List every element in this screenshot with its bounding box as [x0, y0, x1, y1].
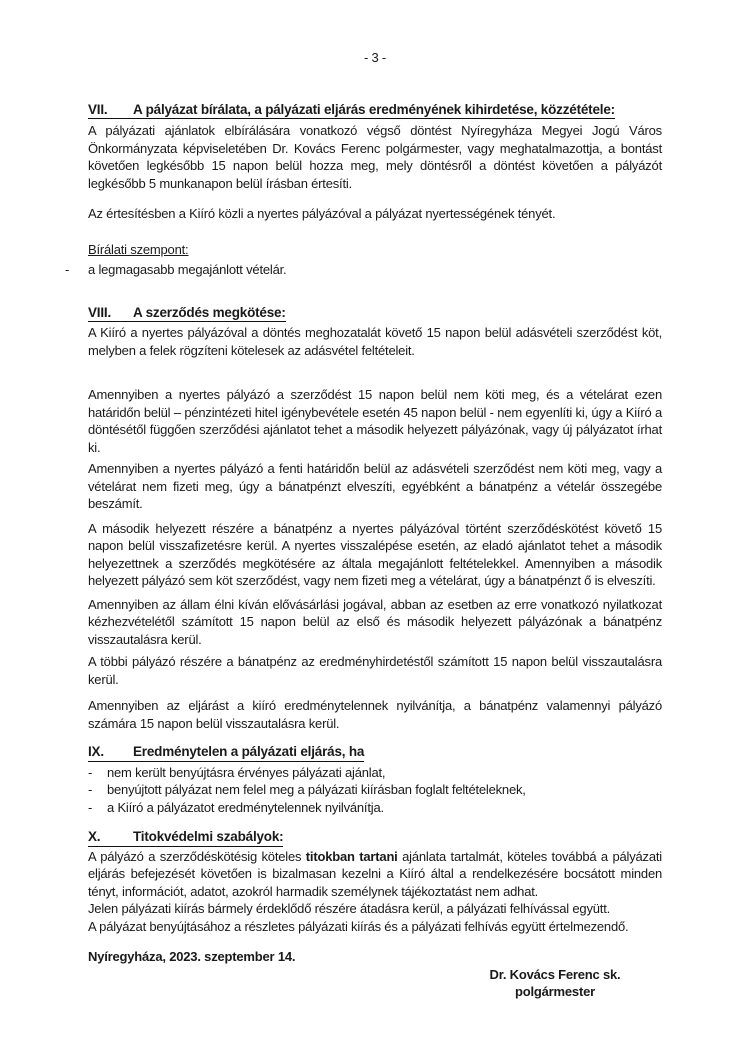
criteria-item-text: a legmagasabb megajánlott vételár.	[88, 262, 287, 277]
section-x-heading-row	[88, 828, 662, 847]
signature-block	[450, 966, 660, 1001]
dash-bullet: -	[88, 764, 93, 780]
section-viii-paragraph-3: Amennyiben a nyertes pályázó a fenti határidőn belül az adásvételi szerződést nem köti meg, vagy a vételárat nem fizeti meg, úgy a bánatpénzt elveszíti, egyébként a bánatpénz a vételár összegébe beszámít.	[88, 461, 662, 511]
list-item	[88, 764, 662, 782]
section-ix-number: IX.	[88, 744, 104, 759]
section-viii-title: A szerződés megkötése:	[133, 304, 286, 320]
list-item	[88, 799, 662, 817]
criteria-label: Bírálati szempont:	[88, 241, 189, 257]
section-ix-title: Eredménytelen a pályázati eljárás, ha	[133, 744, 365, 759]
section-ix-heading	[88, 744, 364, 762]
section-viii-number: VIII.	[88, 304, 112, 320]
section-vii-title: A pályázat bírálata, a pályázati eljárás eredményének kihirdetése, közzététele:	[133, 101, 615, 117]
section-viii-paragraph-6: A többi pályázó részére a bánatpénz az eredményhirdetéstől számított 15 napon belül visszautalásra kerül.	[88, 654, 662, 687]
section-x-paragraph-1-bold: titokban tartani	[305, 848, 398, 864]
list-item	[88, 781, 662, 799]
criteria-item	[65, 261, 662, 279]
section-vii-paragraph-2: Az értesítésben a Kiíró közli a nyertes pályázóval a pályázat nyertességének tényét.	[88, 206, 556, 221]
section-viii-paragraph-1: A Kiíró a nyertes pályázóval a döntés meghozatalát követő 15 napon belül adásvételi szerződést köt, melyben a felek rögzíteni kötelesek az adásvétel feltételeit.	[88, 325, 662, 358]
dateline: Nyíregyháza, 2023. szeptember 14.	[88, 949, 296, 964]
section-viii-paragraph-2: Amennyiben a nyertes pályázó a szerződést 15 napon belül nem köti meg, és a vételárat ezen határidőn belül – pénzintézeti hitel igénybevétele esetén 45 napon belül - nem egyenlíti ki, úgy a Kiíró a döntésétől függően szerződési ajánlatot tehet a második helyezett pályázónak, vagy új pályázatot írhat ki.	[88, 387, 662, 455]
section-x-number: X.	[88, 829, 101, 844]
section-viii-heading-row	[88, 304, 662, 323]
signature-name: Dr. Kovács Ferenc sk.	[489, 966, 621, 982]
section-vii-heading	[88, 102, 615, 120]
list-item-text: a Kiíró a pályázatot eredménytelennek nyilvánítja.	[107, 799, 384, 815]
section-vii-paragraph-1: A pályázati ajánlatok elbírálására vonatkozó végső döntést Nyíregyháza Megyei Jogú Város Önkormányzata képviseletében Dr. Kovács Ferenc polgármester, vagy meghatalmazottja, a bontást követően legkésőbb 15 napon belül hozza meg, mely döntésről a döntést követően a pályázót legkésőbb 5 munkanapon belül írásban értesíti.	[88, 123, 662, 191]
section-x-paragraph-1-before: A pályázó a szerződéskötésig köteles	[88, 848, 306, 864]
section-viii-paragraph-7: Amennyiben az eljárást a kiíró eredménytelennek nyilvánítja, a bánatpénz valamennyi pályázó számára 15 napon belül visszautalásra kerül.	[88, 698, 662, 731]
dash-bullet: -	[88, 782, 93, 797]
section-vii-heading-row	[88, 101, 662, 120]
section-x-paragraph-2: Jelen pályázati kiírás bármely érdeklődő részére átadásra kerül, a pályázati felhívással együtt.	[88, 901, 611, 916]
signature-title: polgármester	[515, 984, 595, 999]
section-ix-heading-row	[88, 743, 662, 762]
section-x-title: Titokvédelmi szabályok:	[133, 829, 284, 844]
section-x-paragraph-3: A pályázat benyújtásához a részletes pályázati kiírás és a pályázati felhívás együtt értelmezendő.	[88, 918, 629, 934]
dash-bullet: -	[65, 262, 70, 277]
list-item-text: nem került benyújtásra érvényes pályázati ajánlat,	[107, 764, 386, 780]
section-x-paragraph-1	[88, 848, 662, 901]
section-x-paragraph-1-after: ajánlata tartalmát, köteles továbbá a pályázati eljárás befejezését követően is bizalmasan kezelni a Kiíró által a rendelkezésére bocsátott minden tényt, információt, adatot, azokról harmadik személynek tájékoztatást nem adhat.	[88, 848, 662, 899]
section-viii-heading	[88, 305, 286, 323]
dash-bullet: -	[88, 799, 93, 815]
section-vii-number: VII.	[88, 101, 108, 117]
criteria-label-row	[88, 241, 662, 259]
page-number: - 3 -	[363, 50, 387, 65]
section-x-heading	[88, 829, 283, 847]
section-viii-paragraph-4: A második helyezett részére a bánatpénz a nyertes pályázóval történt szerződéskötést követő 15 napon belül visszafizetésre kerül. A nyertes visszalépése esetén, az eladó ajánlatot tehet a második helyezettnek a szerződés megkötésére az általa megajánlott feltételekkel. Amennyiben a második helyezett pályázó sem köt szerződést, vagy nem fizeti meg a vételárat, úgy a bánatpénzt ő is elveszíti.	[88, 520, 662, 588]
section-viii-paragraph-5: Amennyiben az állam élni kíván elővásárlási jogával, abban az esetben az erre vonatkozó nyilatkozat kézhezvételétől számított 15 napon belül az első és második helyezett pályázónak a bánatpénz visszautalásra kerül.	[88, 596, 662, 647]
list-item-text: benyújtott pályázat nem felel meg a pályázati kiírásban foglalt feltételeknek,	[107, 782, 526, 797]
